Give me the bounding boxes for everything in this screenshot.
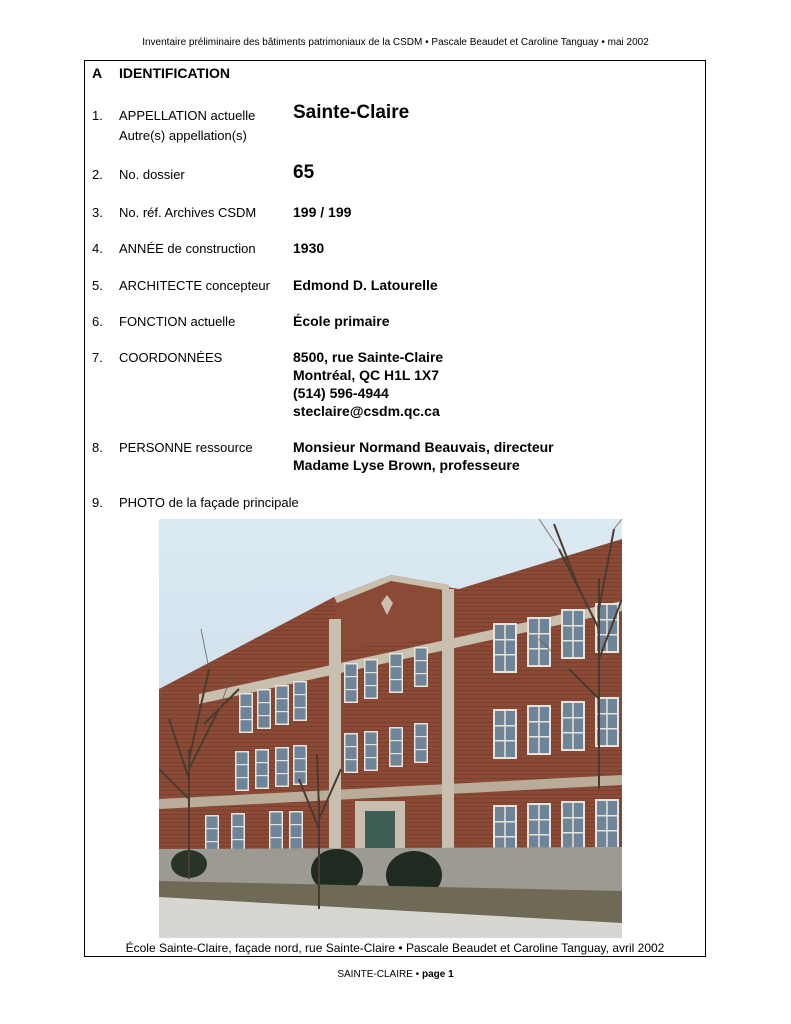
footer-name: SAINTE-CLAIRE	[337, 969, 413, 980]
value-no-dossier: 65	[293, 162, 315, 183]
item-label-annee: ANNÉE de construction	[119, 241, 256, 256]
item-number-1: 1.	[92, 108, 103, 123]
item-number-2: 2.	[92, 167, 103, 182]
value-annee: 1930	[293, 240, 325, 256]
page-footer	[0, 969, 791, 980]
school-facade-photo	[159, 519, 622, 938]
value-coordonnees-email: steclaire@csdm.qc.ca	[293, 403, 440, 419]
value-coordonnees-phone: (514) 596-4944	[293, 385, 389, 401]
section-letter: A	[92, 65, 103, 81]
item-label-photo: PHOTO de la façade principale	[119, 495, 299, 510]
item-label-appellation: APPELLATION actuelle	[119, 108, 256, 123]
item-label-architecte: ARCHITECTE concepteur	[119, 278, 270, 293]
item-label-fonction: FONCTION actuelle	[119, 314, 236, 329]
item-label-coordonnees: COORDONNÉES	[119, 350, 223, 365]
item-label-personne: PERSONNE ressource	[119, 440, 253, 455]
photo-caption: École Sainte-Claire, façade nord, rue Sainte-Claire • Pascale Beaudet et Caroline Tanguay, avril 2002	[125, 941, 665, 955]
value-coordonnees-city: Montréal, QC H1L 1X7	[293, 367, 440, 383]
value-appellation: Sainte-Claire	[293, 102, 410, 123]
item-number-8: 8.	[92, 440, 103, 455]
value-personne-2: Madame Lyse Brown, professeure	[293, 457, 520, 473]
footer-page-number: page 1	[421, 969, 454, 980]
item-label-autres-appellations: Autre(s) appellation(s)	[119, 128, 247, 143]
footer-separator: •	[412, 969, 422, 980]
value-no-ref-archives: 199 / 199	[293, 204, 352, 220]
item-number-3: 3.	[92, 205, 103, 220]
item-number-5: 5.	[92, 278, 103, 293]
value-personne-1: Monsieur Normand Beauvais, directeur	[293, 439, 554, 455]
item-number-7: 7.	[92, 350, 103, 365]
item-number-6: 6.	[92, 314, 103, 329]
item-label-no-ref-archives: No. réf. Archives CSDM	[119, 205, 257, 220]
item-label-no-dossier: No. dossier	[119, 167, 185, 182]
value-architecte: Edmond D. Latourelle	[293, 277, 438, 293]
item-number-9: 9.	[92, 495, 103, 510]
document-header: Inventaire préliminaire des bâtiments patrimoniaux de la CSDM • Pascale Beaudet et Caroline Tanguay • mai 2002	[142, 37, 649, 48]
value-coordonnees-address: 8500, rue Sainte-Claire	[293, 349, 444, 365]
value-fonction: École primaire	[293, 313, 390, 329]
section-title: IDENTIFICATION	[119, 65, 230, 81]
item-number-4: 4.	[92, 241, 103, 256]
